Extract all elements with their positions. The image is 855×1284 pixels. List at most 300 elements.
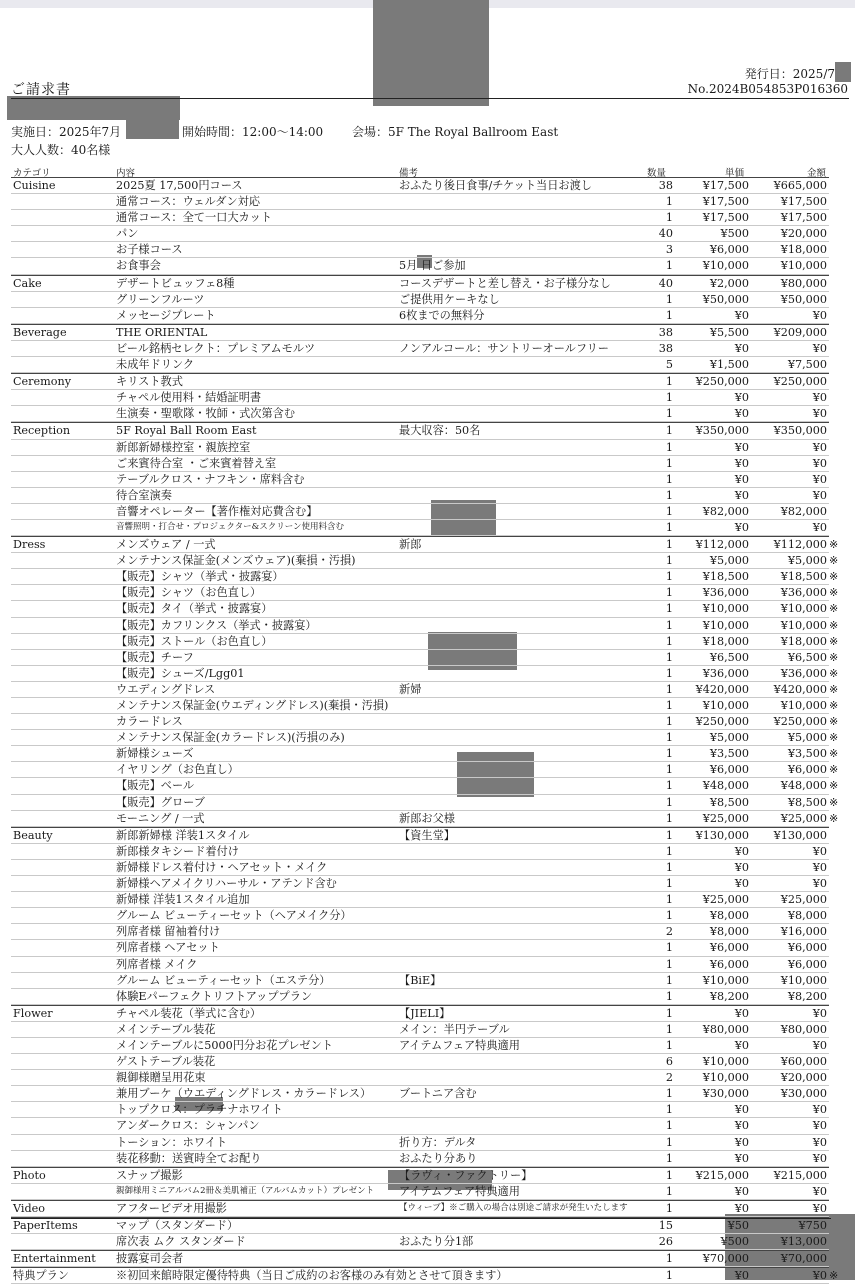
unit-price-cell: ¥0 xyxy=(734,488,749,502)
unit-price-cell: ¥0 xyxy=(734,1184,749,1198)
item-cell: カラードレス xyxy=(116,715,183,729)
unit-price-cell: ¥2,000 xyxy=(709,276,749,290)
unit-price-cell: ¥8,500 xyxy=(709,795,749,809)
unit-price-cell: ¥17,500 xyxy=(702,195,749,209)
quantity-cell: 1 xyxy=(665,666,673,680)
category-cell: Cuisine xyxy=(13,179,56,192)
note-mark: ※ xyxy=(829,586,839,600)
table-row xyxy=(11,1267,839,1284)
amount-cell: ¥5,000 xyxy=(787,554,827,568)
quantity-cell: 1 xyxy=(665,1038,673,1052)
table-row xyxy=(11,456,829,472)
note-mark: ※ xyxy=(829,538,839,552)
amount-cell: ¥25,000 xyxy=(780,811,827,825)
unit-price-cell: ¥18,500 xyxy=(702,570,749,584)
quantity-cell: 1 xyxy=(665,828,673,842)
item-cell: メンテナンス保証金(ウエディングドレス)(棄損・汚損) xyxy=(116,699,389,712)
document-title: ご請求書 xyxy=(11,82,71,98)
quantity-cell: 1 xyxy=(665,440,673,454)
table-row xyxy=(11,940,829,956)
table-row xyxy=(11,177,829,194)
note-cell: 6枚までの無料分 xyxy=(399,308,485,322)
quantity-cell: 2 xyxy=(665,925,673,939)
amount-cell: ¥0 xyxy=(812,407,827,421)
item-cell: 2025夏 17,500円コース xyxy=(116,179,243,192)
item-cell: 【販売】ストール（お色直し） xyxy=(116,634,273,648)
table-row xyxy=(11,1118,829,1134)
quantity-cell: 1 xyxy=(665,957,673,971)
quantity-cell: 1 xyxy=(665,602,673,616)
table-row xyxy=(11,585,839,601)
unit-price-cell: ¥350,000 xyxy=(695,424,749,438)
amount-cell: ¥0 xyxy=(812,1151,827,1165)
amount-cell: ¥80,000 xyxy=(780,276,827,290)
unit-price-cell: ¥17,500 xyxy=(702,211,749,225)
amount-cell: ¥8,200 xyxy=(787,989,827,1003)
amount-cell: ¥250,000 xyxy=(773,715,827,729)
table-row xyxy=(11,292,829,308)
amount-cell: ¥130,000 xyxy=(773,828,827,842)
unit-price-cell: ¥215,000 xyxy=(695,1168,749,1182)
quantity-cell: 1 xyxy=(665,570,673,584)
amount-cell: ¥25,000 xyxy=(780,893,827,907)
unit-price-cell: ¥0 xyxy=(734,1269,749,1283)
item-cell: トップクロス：プラチナホワイト xyxy=(116,1103,283,1117)
amount-cell: ¥16,000 xyxy=(780,925,827,939)
quantity-cell: 1 xyxy=(665,699,673,712)
unit-price-cell: ¥18,000 xyxy=(702,634,749,648)
table-row xyxy=(11,406,829,422)
item-cell: 生演奏・聖歌隊・牧師・式次第含む xyxy=(116,407,296,421)
amount-cell: ¥0 xyxy=(812,456,827,470)
table-row xyxy=(11,989,829,1005)
note-mark: ※ xyxy=(829,715,839,729)
amount-cell: ¥0 xyxy=(812,877,827,891)
table-row xyxy=(11,746,839,762)
table-row xyxy=(11,892,829,908)
amount-cell: ¥0 xyxy=(812,844,827,858)
unit-price-cell: ¥0 xyxy=(734,308,749,322)
amount-cell: ¥50,000 xyxy=(780,292,827,306)
note-mark: ※ xyxy=(829,1269,839,1283)
amount-cell: ¥8,500 xyxy=(787,795,827,809)
quantity-cell: 1 xyxy=(665,893,673,907)
unit-price-cell: ¥0 xyxy=(734,440,749,454)
table-row xyxy=(11,1217,829,1234)
table-row xyxy=(11,811,839,827)
item-cell: 通常コース：全て一口大カット xyxy=(116,211,272,225)
note-mark: ※ xyxy=(829,699,839,712)
quantity-cell: 1 xyxy=(665,1006,673,1020)
item-cell: パン xyxy=(116,227,139,241)
unit-price-cell: ¥0 xyxy=(734,407,749,421)
table-row xyxy=(11,341,829,357)
issue-date: 発行日：2025/7 xyxy=(744,67,835,81)
unit-price-cell: ¥420,000 xyxy=(695,682,749,696)
item-cell: メインテーブル装花 xyxy=(116,1022,216,1036)
quantity-cell: 1 xyxy=(665,1201,673,1215)
item-cell: 列席者様 メイク xyxy=(116,957,198,971)
quantity-cell: 1 xyxy=(665,747,673,761)
note-mark: ※ xyxy=(829,634,839,648)
amount-cell: ¥0 xyxy=(812,520,827,534)
amount-cell: ¥0 xyxy=(812,1201,827,1215)
amount-cell: ¥18,500 xyxy=(780,570,827,584)
unit-price-cell: ¥36,000 xyxy=(702,666,749,680)
amount-cell: ¥0 xyxy=(812,488,827,502)
item-cell: ※初回来館時限定優待特典（当日ご成約のお客様のみ有効とさせて頂きます） xyxy=(116,1269,508,1283)
quantity-cell: 1 xyxy=(665,1269,673,1283)
unit-price-cell: ¥0 xyxy=(734,341,749,355)
table-row xyxy=(11,553,839,569)
table-row xyxy=(11,1022,829,1038)
amount-cell: ¥60,000 xyxy=(780,1055,827,1069)
note-cell: おふたり分1部 xyxy=(399,1235,474,1249)
note-mark: ※ xyxy=(829,795,839,809)
amount-cell: ¥0 xyxy=(812,1119,827,1133)
note-cell: ブートニア含む xyxy=(399,1087,477,1101)
category-cell: 特典プラン xyxy=(13,1269,69,1283)
unit-price-cell: ¥0 xyxy=(734,472,749,486)
unit-price-cell: ¥0 xyxy=(734,1006,749,1020)
quantity-cell: 1 xyxy=(665,795,673,809)
table-row xyxy=(11,1184,829,1200)
item-cell: グルーム ビューティーセット（エステ分） xyxy=(116,973,331,987)
item-cell: トーション：ホワイト xyxy=(116,1135,228,1149)
unit-price-cell: ¥0 xyxy=(734,1135,749,1149)
table-row xyxy=(11,1102,829,1118)
item-cell: 【販売】チーフ xyxy=(116,650,194,664)
quantity-cell: 1 xyxy=(665,682,673,696)
table-row xyxy=(11,1070,829,1086)
invoice-table-body xyxy=(11,177,839,1284)
table-row xyxy=(11,1200,829,1217)
note-cell: 新婦 xyxy=(399,682,422,696)
unit-price-cell: ¥250,000 xyxy=(695,375,749,389)
quantity-cell: 1 xyxy=(665,811,673,825)
note-cell: 5月 日ご参加 xyxy=(399,259,466,273)
item-cell: 音響オペレーター【著作権対応費含む】 xyxy=(116,504,318,518)
category-cell: Ceremony xyxy=(13,375,72,389)
unit-price-cell: ¥8,000 xyxy=(709,925,749,939)
item-cell: モーニング / 一式 xyxy=(116,811,205,825)
table-row xyxy=(11,730,839,746)
amount-cell: ¥10,000 xyxy=(780,602,827,616)
note-cell: アイテムフェア特典適用 xyxy=(399,1184,520,1198)
quantity-cell: 1 xyxy=(665,715,673,729)
category-cell: PaperItems xyxy=(13,1219,78,1232)
table-row xyxy=(11,924,829,940)
category-cell: Cake xyxy=(13,276,42,290)
table-row xyxy=(11,210,829,226)
amount-cell: ¥36,000 xyxy=(780,586,827,600)
item-cell: マップ（スタンダード） xyxy=(116,1219,239,1232)
amount-cell: ¥10,000 xyxy=(780,973,827,987)
item-cell: ゲストテーブル装花 xyxy=(116,1055,216,1069)
table-row xyxy=(11,488,829,504)
table-row xyxy=(11,536,839,553)
note-mark: ※ xyxy=(829,811,839,825)
note-cell: おふたり後日食事/チケット当日お渡し xyxy=(399,179,592,192)
note-cell: 【JIELI】 xyxy=(399,1006,451,1020)
unit-price-cell: ¥30,000 xyxy=(702,1087,749,1101)
item-cell: 体験Eパーフェクトリフトアッププラン xyxy=(116,989,313,1003)
note-cell: メイン：半円テーブル xyxy=(399,1022,510,1036)
quantity-cell: 1 xyxy=(665,1184,673,1198)
amount-cell: ¥0 xyxy=(812,1135,827,1149)
item-cell: お子様コース xyxy=(116,243,183,257)
table-row xyxy=(11,242,829,258)
table-row xyxy=(11,1234,829,1250)
item-cell: アフタービデオ用撮影 xyxy=(116,1201,227,1215)
category-cell: Entertainment xyxy=(13,1252,96,1266)
table-row xyxy=(11,762,839,778)
unit-price-cell: ¥0 xyxy=(734,1103,749,1117)
unit-price-cell: ¥0 xyxy=(734,1151,749,1165)
amount-cell: ¥0 xyxy=(812,1103,827,1117)
unit-price-cell: ¥6,500 xyxy=(709,650,749,664)
amount-cell: ¥0 xyxy=(812,1006,827,1020)
amount-cell: ¥0 xyxy=(812,472,827,486)
quantity-cell: 1 xyxy=(665,292,673,306)
item-cell: 新婦様 洋装1スタイル追加 xyxy=(116,893,250,907)
quantity-cell: 1 xyxy=(665,195,673,209)
item-cell: 列席者様 ヘアセット xyxy=(116,941,220,955)
item-cell: 未成年ドリンク xyxy=(116,358,195,372)
item-cell: 新郎新婦様控室・親族控室 xyxy=(116,440,251,454)
table-row xyxy=(11,973,829,989)
unit-price-cell: ¥10,000 xyxy=(702,1071,749,1085)
amount-cell: ¥0 xyxy=(812,860,827,874)
item-cell: アンダークロス：シャンパン xyxy=(116,1119,260,1133)
item-cell: 【販売】タイ（挙式・披露宴） xyxy=(116,602,273,616)
redaction-block xyxy=(373,0,489,106)
quantity-cell: 1 xyxy=(665,456,673,470)
table-row xyxy=(11,520,829,536)
unit-price-cell: ¥8,000 xyxy=(709,909,749,923)
quantity-cell: 15 xyxy=(658,1219,673,1232)
event-date: 実施日：2025年7月 xyxy=(11,125,122,139)
table-row xyxy=(11,1151,829,1167)
item-cell: 【販売】シューズ/Lgg01 xyxy=(116,666,245,680)
unit-price-cell: ¥10,000 xyxy=(702,973,749,987)
unit-price-cell: ¥5,000 xyxy=(709,731,749,745)
table-row xyxy=(11,440,829,456)
unit-price-cell: ¥6,000 xyxy=(709,941,749,955)
note-mark: ※ xyxy=(829,779,839,793)
unit-price-cell: ¥0 xyxy=(734,877,749,891)
table-row xyxy=(11,957,829,973)
unit-price-cell: ¥130,000 xyxy=(695,828,749,842)
unit-price-cell: ¥10,000 xyxy=(702,699,749,712)
item-cell: ウエディングドレス xyxy=(116,682,216,696)
unit-price-cell: ¥0 xyxy=(734,844,749,858)
note-cell: アイテムフェア特典適用 xyxy=(399,1038,520,1052)
quantity-cell: 1 xyxy=(665,941,673,955)
item-cell: 5F Royal Ball Room East xyxy=(116,424,257,438)
unit-price-cell: ¥50 xyxy=(727,1219,749,1232)
table-row xyxy=(11,698,839,714)
quantity-cell: 1 xyxy=(665,1135,673,1149)
note-mark: ※ xyxy=(829,731,839,745)
quantity-cell: 1 xyxy=(665,989,673,1003)
item-cell: イヤリング（お色直し） xyxy=(116,763,239,777)
table-row xyxy=(11,194,829,210)
amount-cell: ¥420,000 xyxy=(773,682,827,696)
unit-price-cell: ¥0 xyxy=(734,520,749,534)
table-row xyxy=(11,1054,829,1070)
quantity-cell: 1 xyxy=(665,763,673,777)
table-row xyxy=(11,275,829,292)
unit-price-cell: ¥500 xyxy=(720,227,749,241)
note-cell: 【ラヴィ・ファクトリー】 xyxy=(399,1168,533,1182)
table-row xyxy=(11,1086,829,1102)
quantity-cell: 1 xyxy=(665,1151,673,1165)
category-cell: Dress xyxy=(13,538,46,552)
item-cell: メインテーブルに5000円分お花プレゼント xyxy=(116,1038,333,1052)
table-row xyxy=(11,650,839,666)
amount-cell: ¥18,000 xyxy=(780,634,827,648)
category-cell: Video xyxy=(13,1201,45,1215)
quantity-cell: 1 xyxy=(665,909,673,923)
note-cell: ご提供用ケーキなし xyxy=(399,292,500,306)
unit-price-cell: ¥8,200 xyxy=(709,989,749,1003)
table-row xyxy=(11,908,829,924)
category-cell: Beverage xyxy=(13,325,67,339)
unit-price-cell: ¥50,000 xyxy=(702,292,749,306)
quantity-cell: 26 xyxy=(658,1235,673,1249)
category-cell: Reception xyxy=(13,424,71,438)
amount-cell: ¥17,500 xyxy=(780,211,827,225)
col-unit: 単価 xyxy=(725,168,745,179)
quantity-cell: 1 xyxy=(665,731,673,745)
quantity-cell: 1 xyxy=(665,634,673,648)
unit-price-cell: ¥80,000 xyxy=(702,1022,749,1036)
table-row xyxy=(11,876,829,892)
item-cell: 装花移動：送賓時全てお配り xyxy=(116,1151,262,1165)
amount-cell: ¥0 xyxy=(812,1269,827,1283)
amount-cell: ¥665,000 xyxy=(773,179,827,192)
note-mark: ※ xyxy=(829,666,839,680)
category-cell: Flower xyxy=(13,1006,53,1020)
table-row xyxy=(11,634,839,650)
unit-price-cell: ¥6,000 xyxy=(709,957,749,971)
quantity-cell: 40 xyxy=(658,227,673,241)
amount-cell: ¥70,000 xyxy=(780,1252,827,1266)
item-cell: チャペル装花（挙式に含む） xyxy=(116,1006,262,1020)
document-number: No.2024B054853P016360 xyxy=(687,82,848,96)
item-cell: 新婦様シューズ xyxy=(116,747,194,761)
item-cell: メンテナンス保証金(メンズウェア)(棄損・汚損) xyxy=(116,554,356,568)
table-row xyxy=(11,827,829,844)
amount-cell: ¥0 xyxy=(812,440,827,454)
unit-price-cell: ¥0 xyxy=(734,860,749,874)
amount-cell: ¥0 xyxy=(812,1038,827,1052)
quantity-cell: 1 xyxy=(665,375,673,389)
amount-cell: ¥250,000 xyxy=(773,375,827,389)
item-cell: 【販売】カフリンクス（挙式・披露宴） xyxy=(116,618,317,632)
unit-price-cell: ¥0 xyxy=(734,456,749,470)
quantity-cell: 1 xyxy=(665,391,673,405)
amount-cell: ¥750 xyxy=(798,1219,827,1232)
table-row xyxy=(11,308,829,324)
table-row xyxy=(11,569,839,585)
item-cell: THE ORIENTAL xyxy=(116,325,208,339)
quantity-cell: 1 xyxy=(665,520,673,534)
unit-price-cell: ¥6,000 xyxy=(709,763,749,777)
unit-price-cell: ¥5,000 xyxy=(709,554,749,568)
category-cell: Photo xyxy=(13,1168,46,1182)
item-cell: メッセージプレート xyxy=(116,308,216,322)
col-note: 備考 xyxy=(399,168,419,179)
item-cell: 列席者様 留袖着付け xyxy=(116,925,221,939)
item-cell: ご来賓待合室 ・ご来賓着替え室 xyxy=(116,456,277,470)
table-row xyxy=(11,258,829,274)
footer-rule xyxy=(11,1218,831,1219)
table-row xyxy=(11,472,829,488)
col-item: 内容 xyxy=(116,168,136,179)
note-cell: 新郎お父様 xyxy=(399,811,455,825)
amount-cell: ¥8,000 xyxy=(787,909,827,923)
table-row xyxy=(11,1135,829,1151)
item-cell: グルーム ビューティーセット（ヘアメイク分） xyxy=(116,909,352,923)
item-cell: 通常コース：ウェルダン対応 xyxy=(116,195,261,209)
quantity-cell: 1 xyxy=(665,1168,673,1182)
amount-cell: ¥350,000 xyxy=(773,424,827,438)
amount-cell: ¥10,000 xyxy=(780,618,827,632)
quantity-cell: 1 xyxy=(665,1087,673,1101)
quantity-cell: 1 xyxy=(665,211,673,225)
amount-cell: ¥10,000 xyxy=(780,699,827,712)
quantity-cell: 38 xyxy=(658,341,673,355)
unit-price-cell: ¥36,000 xyxy=(702,586,749,600)
unit-price-cell: ¥25,000 xyxy=(702,893,749,907)
item-cell: メンテナンス保証金(カラードレス)(汚損のみ) xyxy=(116,731,345,745)
unit-price-cell: ¥1,500 xyxy=(709,358,749,372)
item-cell: メンズウェア / 一式 xyxy=(116,538,216,552)
unit-price-cell: ¥6,000 xyxy=(709,243,749,257)
table-row xyxy=(11,778,839,794)
unit-price-cell: ¥0 xyxy=(734,1119,749,1133)
amount-cell: ¥3,500 xyxy=(787,747,827,761)
quantity-cell: 1 xyxy=(665,1103,673,1117)
table-row xyxy=(11,373,829,390)
amount-cell: ¥6,000 xyxy=(787,941,827,955)
table-row xyxy=(11,390,829,406)
item-cell: 新郎様タキシード着付け xyxy=(116,844,239,858)
table-row xyxy=(11,422,829,439)
table-row xyxy=(11,1250,829,1267)
quantity-cell: 1 xyxy=(665,308,673,322)
quantity-cell: 1 xyxy=(665,554,673,568)
amount-cell: ¥20,000 xyxy=(780,227,827,241)
item-cell: 親御様用ミニアルバム2冊＆美肌補正（アルバムカット）プレゼント xyxy=(116,1185,375,1196)
item-cell: チャペル使用料・結婚証明書 xyxy=(116,391,262,405)
amount-cell: ¥17,500 xyxy=(780,195,827,209)
amount-cell: ¥215,000 xyxy=(773,1168,827,1182)
table-row xyxy=(11,504,829,520)
event-info xyxy=(11,123,558,140)
quantity-cell: 1 xyxy=(665,779,673,793)
amount-cell: ¥6,500 xyxy=(787,650,827,664)
table-row xyxy=(11,795,839,811)
table-row xyxy=(11,618,839,634)
table-row xyxy=(11,226,829,242)
amount-cell: ¥13,000 xyxy=(780,1235,827,1249)
note-cell: ノンアルコール：サントリーオールフリー xyxy=(399,341,609,355)
amount-cell: ¥112,000 xyxy=(773,538,827,552)
amount-cell: ¥0 xyxy=(812,341,827,355)
